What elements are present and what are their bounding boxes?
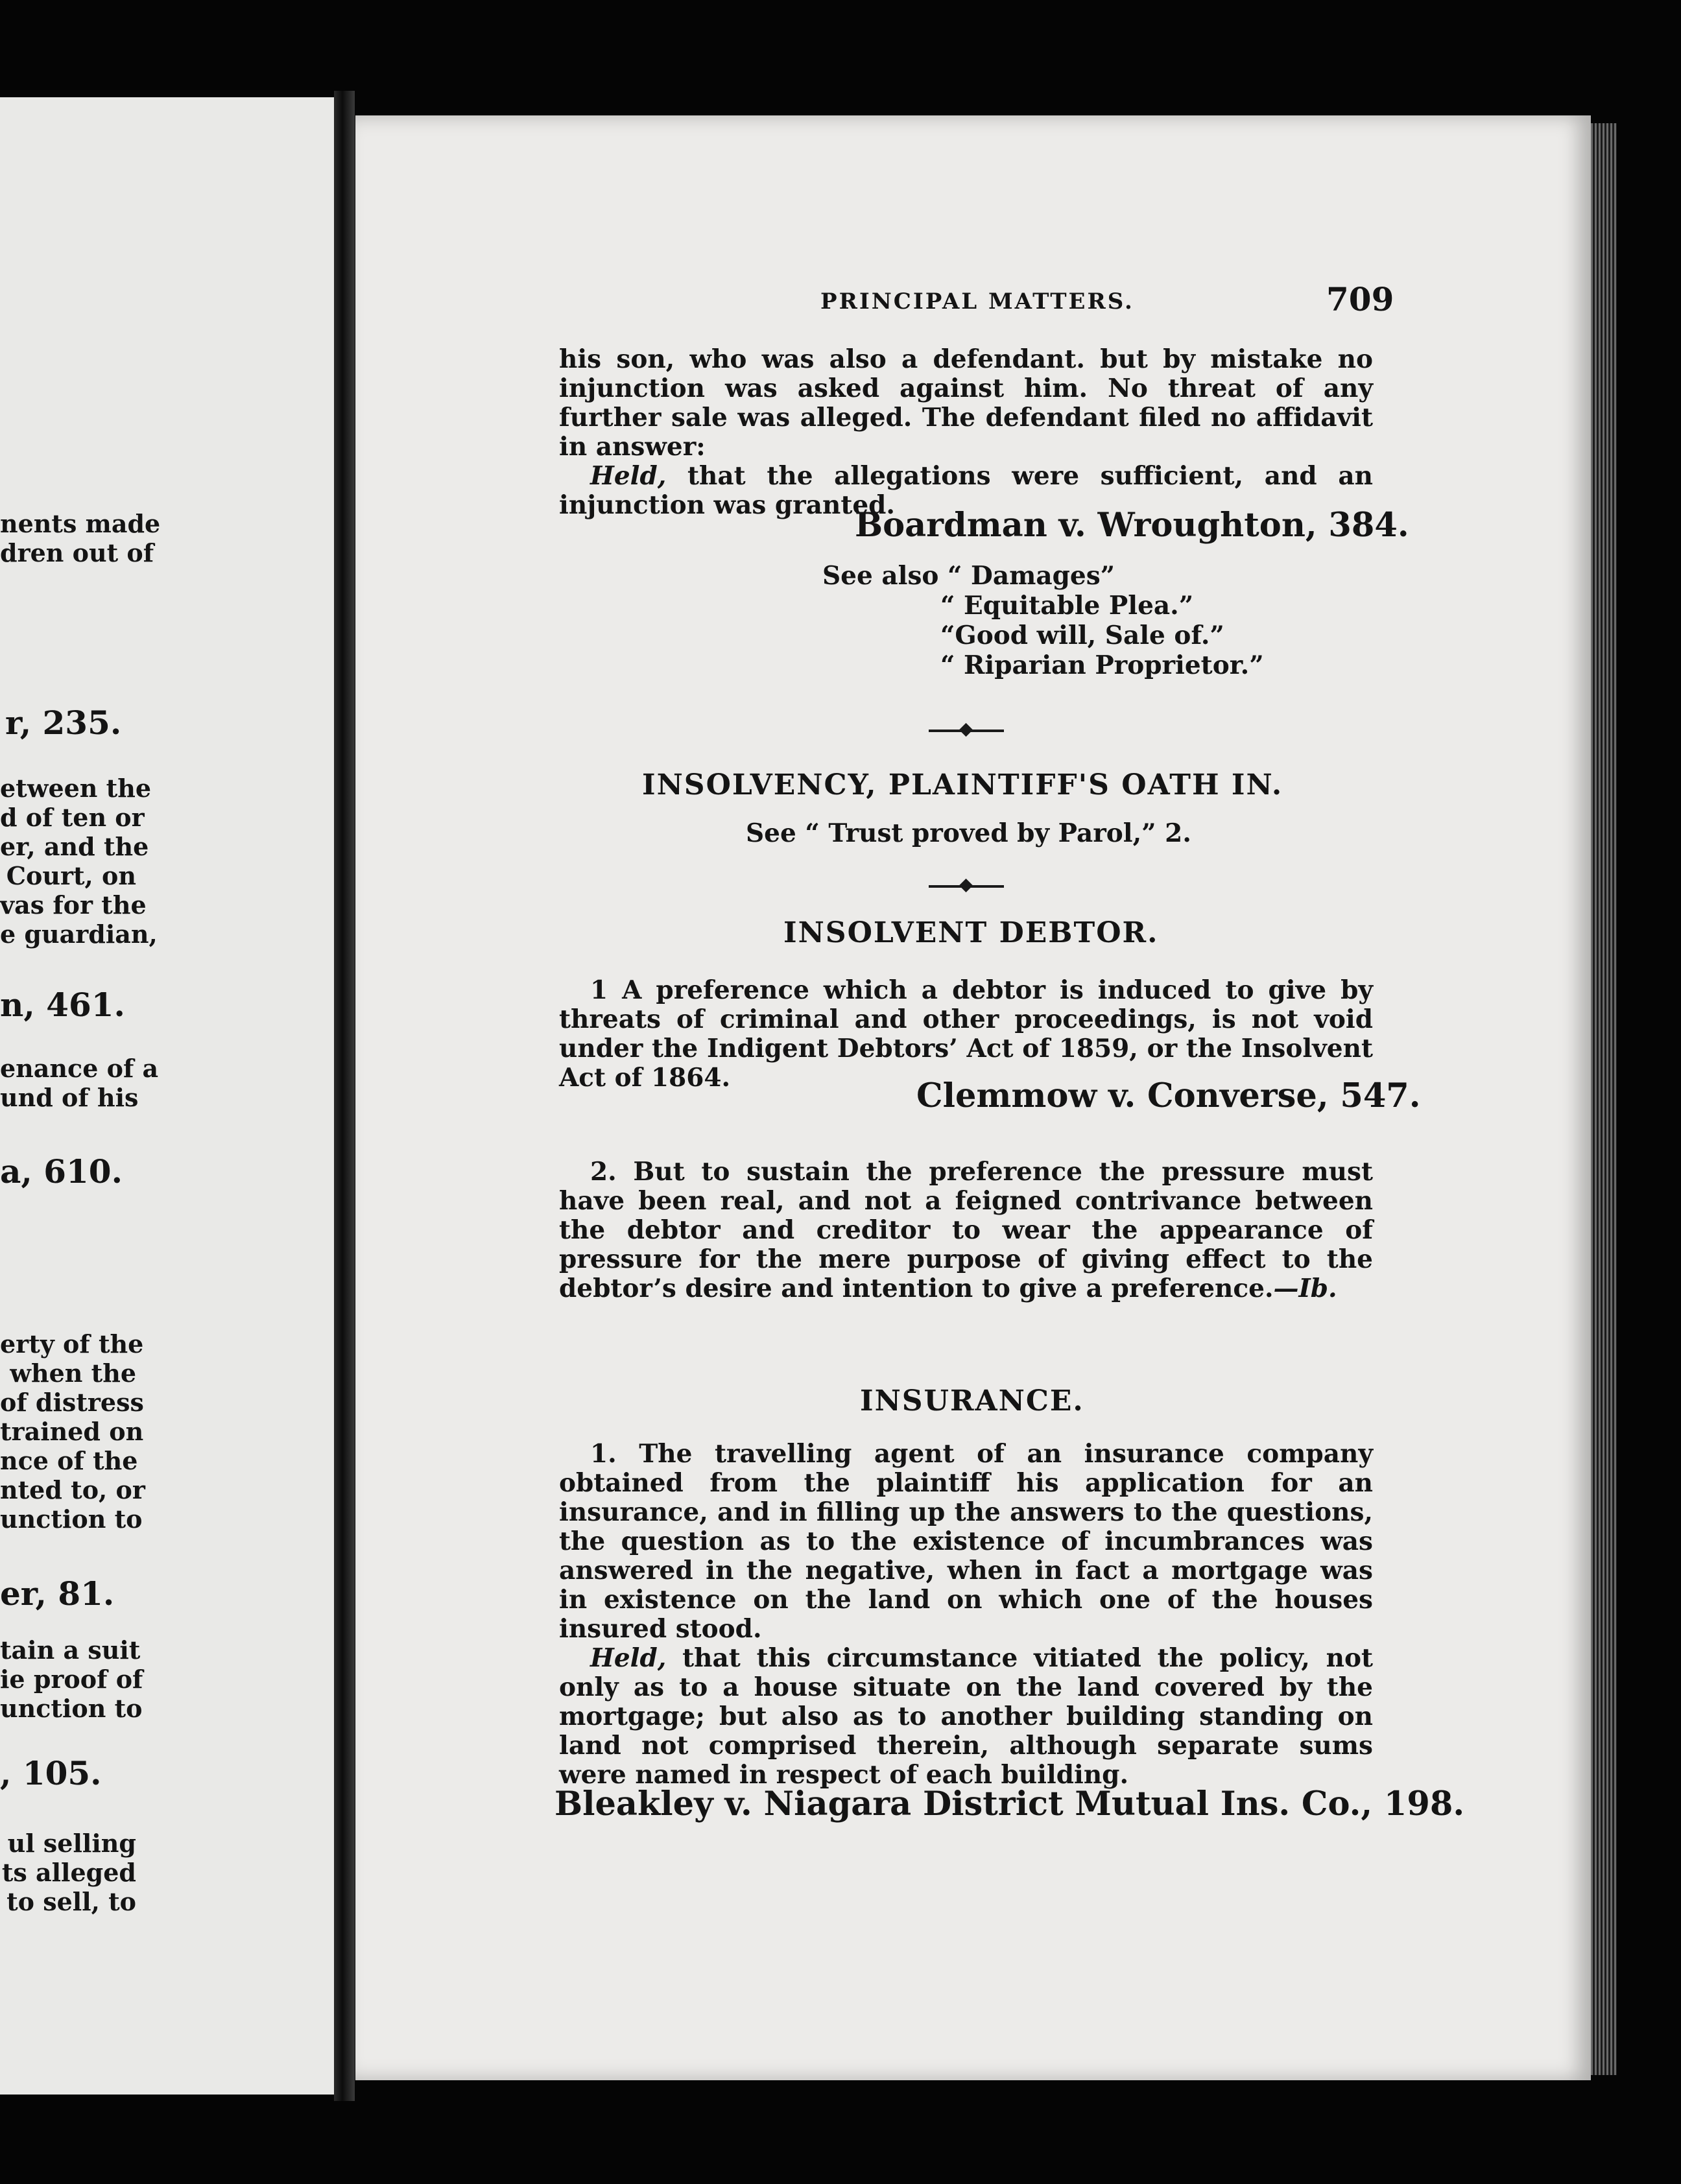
left-text-block [0, 1054, 159, 1112]
left-line: of distress [0, 1388, 144, 1417]
section-heading: INSOLVENT DEBTOR. [783, 916, 1159, 949]
left-line: to sell, to [6, 1887, 136, 1916]
left-text-block [0, 509, 161, 567]
held-text: that this circumstance vitiated the policy, not only as to a house situate on the land covered by the mortgage; but also as to another building standing on land not comprised therein, although separate sums were named in respect of each building. [559, 1643, 1373, 1790]
body-text: his son, who was also a defendant. but by mistake no injunction was asked against him. No threat of any further sale was alleged. The defendant filed no affidavit in answer: [559, 344, 1373, 462]
body-text: 1. The travelling agent of an insurance company obtained from the plaintiff his application for an insurance, and in filling up the answers to the questions, the question as to the existence of incumbrances was answered in the negative, when in fact a mortgage was in existence on the land on which one of the houses insured stood. [559, 1439, 1373, 1644]
see-also-block [822, 561, 1264, 680]
left-line: when the [10, 1359, 136, 1388]
left-line: enance of a [0, 1054, 159, 1083]
left-text-block [0, 1635, 143, 1723]
section-divider [929, 885, 1004, 888]
left-line: e guardian, [0, 920, 158, 949]
section-heading: INSURANCE. [860, 1384, 1084, 1418]
running-head: PRINCIPAL MATTERS. [820, 289, 1134, 315]
left-line: nents made [0, 509, 161, 538]
paragraph-1 [559, 976, 1373, 1093]
left-text-block [0, 1329, 145, 1534]
left-line: Court, on [6, 861, 136, 890]
left-line: etween the [0, 774, 152, 803]
paragraph-2 [559, 1157, 1373, 1303]
left-citation: a, 610. [0, 1152, 123, 1191]
left-citation: n, 461. [0, 986, 125, 1024]
left-line: ts alleged [1, 1858, 136, 1887]
left-citation: , 105. [0, 1754, 102, 1792]
left-citation: r, 235. [5, 704, 122, 742]
case-citation: Boardman v. Wroughton, 384. [855, 506, 1409, 545]
left-line: ul selling [7, 1829, 136, 1858]
body-text: 1 A preference which a debtor is induced to give by threats of criminal and other proceedings, is not void under the Indigent Debtors’ Act of 1859, or the Insolvent Act of 1864. [559, 975, 1373, 1093]
left-text-block [0, 774, 158, 949]
left-line: tain a suit [0, 1635, 141, 1665]
ibid-reference: —Ib. [1273, 1274, 1337, 1303]
case-citation: Clemmow v. Converse, 547. [916, 1076, 1421, 1115]
left-line: nce of the [0, 1446, 138, 1475]
left-text-block [0, 1829, 136, 1916]
held-label: Held, [590, 1643, 667, 1673]
injunction-continuation [559, 345, 1373, 520]
left-line: ie proof of [0, 1665, 143, 1694]
see-also-item: “ Riparian Proprietor.” [940, 650, 1264, 680]
left-line: trained on [0, 1417, 144, 1446]
para2-text: 2. But to sustain the preference the pressure must have been real, and not a feigned contrivance between the debtor and creditor to wear the appearance of pressure for the mere purpose of giving effect to the debtor’s desire and intention to give a preference. [559, 1157, 1373, 1303]
left-line: er, and the [0, 832, 149, 861]
see-also-intro: See also “ Damages” [822, 561, 1115, 591]
case-citation: Bleakley v. Niagara District Mutual Ins. Co., 198. [554, 1785, 1465, 1823]
see-also-item: “ Equitable Plea.” [940, 591, 1194, 621]
held-label: Held, [590, 461, 667, 491]
left-line: erty of the [0, 1329, 144, 1359]
left-line: nted to, or [0, 1475, 145, 1504]
left-line: und of his [0, 1083, 139, 1112]
left-line: unction to [0, 1694, 143, 1723]
book-gutter [334, 91, 355, 2101]
body-text [559, 1157, 1373, 1303]
left-page [0, 97, 334, 2095]
insurance-paragraph [559, 1440, 1373, 1790]
left-citation: er, 81. [0, 1574, 115, 1613]
left-line: vas for the [0, 890, 147, 920]
held-text: that the allegations were sufficient, and an injunction was granted. [559, 461, 1373, 520]
held-paragraph [559, 1644, 1373, 1790]
cross-reference: See “ Trust proved by Parol,” 2. [746, 818, 1191, 848]
left-line: unction to [0, 1504, 143, 1534]
see-also-item: “Good will, Sale of.” [940, 621, 1224, 650]
section-divider [929, 730, 1004, 732]
left-line: dren out of [0, 538, 154, 567]
page-edge [1591, 123, 1617, 2075]
section-heading: INSOLVENCY, PLAINTIFF'S OATH IN. [642, 768, 1283, 801]
left-line: d of ten or [0, 803, 145, 832]
page-number: 709 [1326, 280, 1394, 318]
